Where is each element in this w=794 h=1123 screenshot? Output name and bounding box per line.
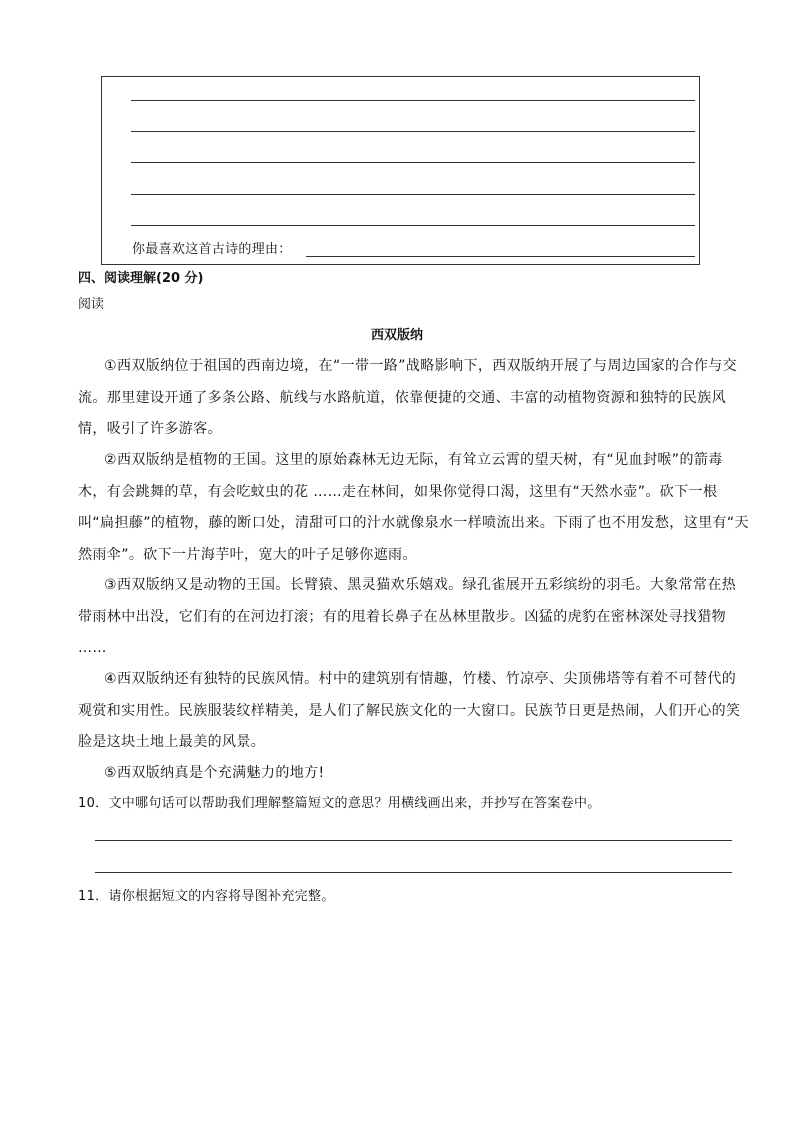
section-title: 四、阅读理解(20 分) — [78, 271, 204, 286]
article-paragraph-3: ③西双版纳又是动物的王国。长臂猿、黑灵猫欢乐嬉戏。绿孔雀展开五彩缤纷的羽毛。大象常常在热带雨林中出没，它们有的在河边打滚；有的甩着长鼻子在丛林里散步。凶猛的虎豹在密林深处寻找猎物 …… — [78, 577, 737, 656]
writing-line-1[interactable] — [131, 100, 695, 101]
answer-line-2[interactable] — [95, 872, 732, 873]
read-label: 阅读 — [78, 297, 105, 312]
writing-line-2[interactable] — [131, 131, 695, 132]
poem-writing-box — [101, 76, 700, 265]
writing-line-5[interactable] — [131, 225, 695, 226]
favorite-poem-reason-line[interactable] — [306, 256, 695, 257]
article-paragraph-2: ②西双版纳是植物的王国。这里的原始森林无边无际，有耸立云霄的望天树，有“见血封喉”的箭毒木，有会跳舞的草，有会吃蚊虫的花 ……走在林间，如果你觉得口渴，这里有“天然水壶”。砍下一根叫“扁担藤”的植物，藤的断口处，清甜可口的汁水就像泉水一样喷流出来。下雨了也不用发愁，这里有“天然雨伞”。砍下一片海芋叶，宽大的叶子足够你遮雨。 — [78, 452, 749, 563]
article-title: 西双版纳 — [370, 328, 423, 343]
article-paragraph-5: ⑤西双版纳真是个充满魅力的地方! — [104, 765, 325, 781]
favorite-poem-reason-label: 你最喜欢这首古诗的理由： — [132, 242, 292, 257]
article-paragraph-1: ①西双版纳位于祖国的西南边境，在“一带一路”战略影响下，西双版纳开展了与周边国家的合作与交流。那里建设开通了多条公路、航线与水路航道，依靠便捷的交通、丰富的动植物资源和独特的民族风情，吸引了许多游客。 — [78, 358, 738, 437]
question-11: 11．请你根据短文的内容将导图补充完整。 — [78, 889, 335, 904]
question-10: 10．文中哪句话可以帮助我们理解整篇短文的意思？用横线画出来，并抄写在答案卷中。 — [78, 796, 601, 811]
writing-line-3[interactable] — [131, 162, 695, 163]
answer-line-1[interactable] — [95, 840, 732, 841]
writing-line-4[interactable] — [131, 194, 695, 195]
article-paragraph-4: ④西双版纳还有独特的民族风情。村中的建筑别有情趣，竹楼、竹凉亭、尖顶佛塔等有着不可替代的观赏和实用性。民族服装纹样精美，是人们了解民族文化的一大窗口。民族节日更是热闹，人们开心的笑脸是这块土地上最美的风景。 — [78, 671, 741, 750]
